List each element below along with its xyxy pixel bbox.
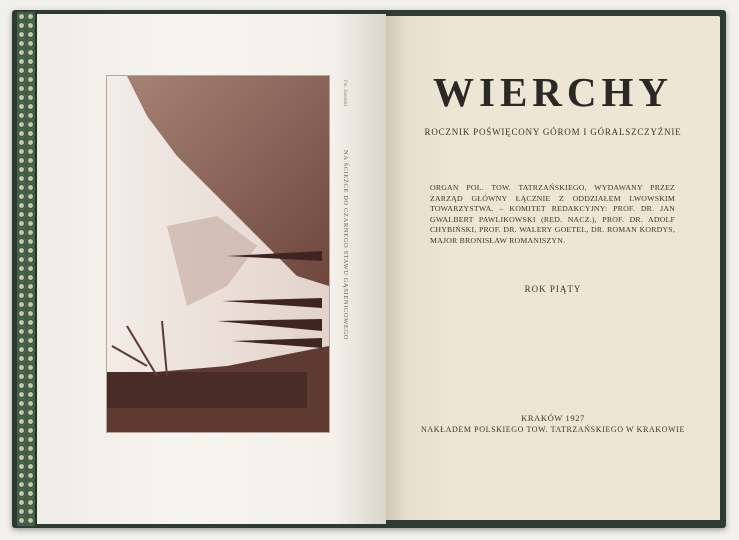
photo-credit: Fot. Zasiński <box>342 80 347 107</box>
book-title: WIERCHY <box>432 69 674 115</box>
frontispiece-photo <box>107 76 329 432</box>
place-year: KRAKÓW 1927 <box>521 413 585 423</box>
publisher-line: NAKŁADEM POLSKIEGO TOW. TATRZAŃSKIEGO W KRAKOWIE <box>420 425 685 434</box>
volume-label: ROK PIĄTY <box>524 284 582 294</box>
plate-caption: NA ŚCIEŻCE DO CZARNEGO STAWU GĄSIENICOWEGO <box>342 150 349 341</box>
book-subtitle: ROCZNIK POŚWIĘCONY GÓROM I GÓRALSZCZYŹNIE <box>424 127 682 137</box>
endpaper-pattern <box>17 12 37 526</box>
organ-statement: ORGAN POL. TOW. TATRZAŃSKIEGO, WYDAWANY PRZEZ ZARZĄD GŁÓWNY ŁĄCZNIE Z ODDZIAŁEM LWOWSKIM TOWARZYSTWA. – KOMITET REDAKCYJNY: PROF. DR. JAN GWALBERT PAWLIKOWSKI (RED. NACZ.), PROF. DR. ADOLF CHYBIŃSKI, PROF. DR. WALERY GOETEL, DR. ROMAN KORDYS, MAJOR BRONISŁAW ROMANISZYN. <box>430 183 675 245</box>
